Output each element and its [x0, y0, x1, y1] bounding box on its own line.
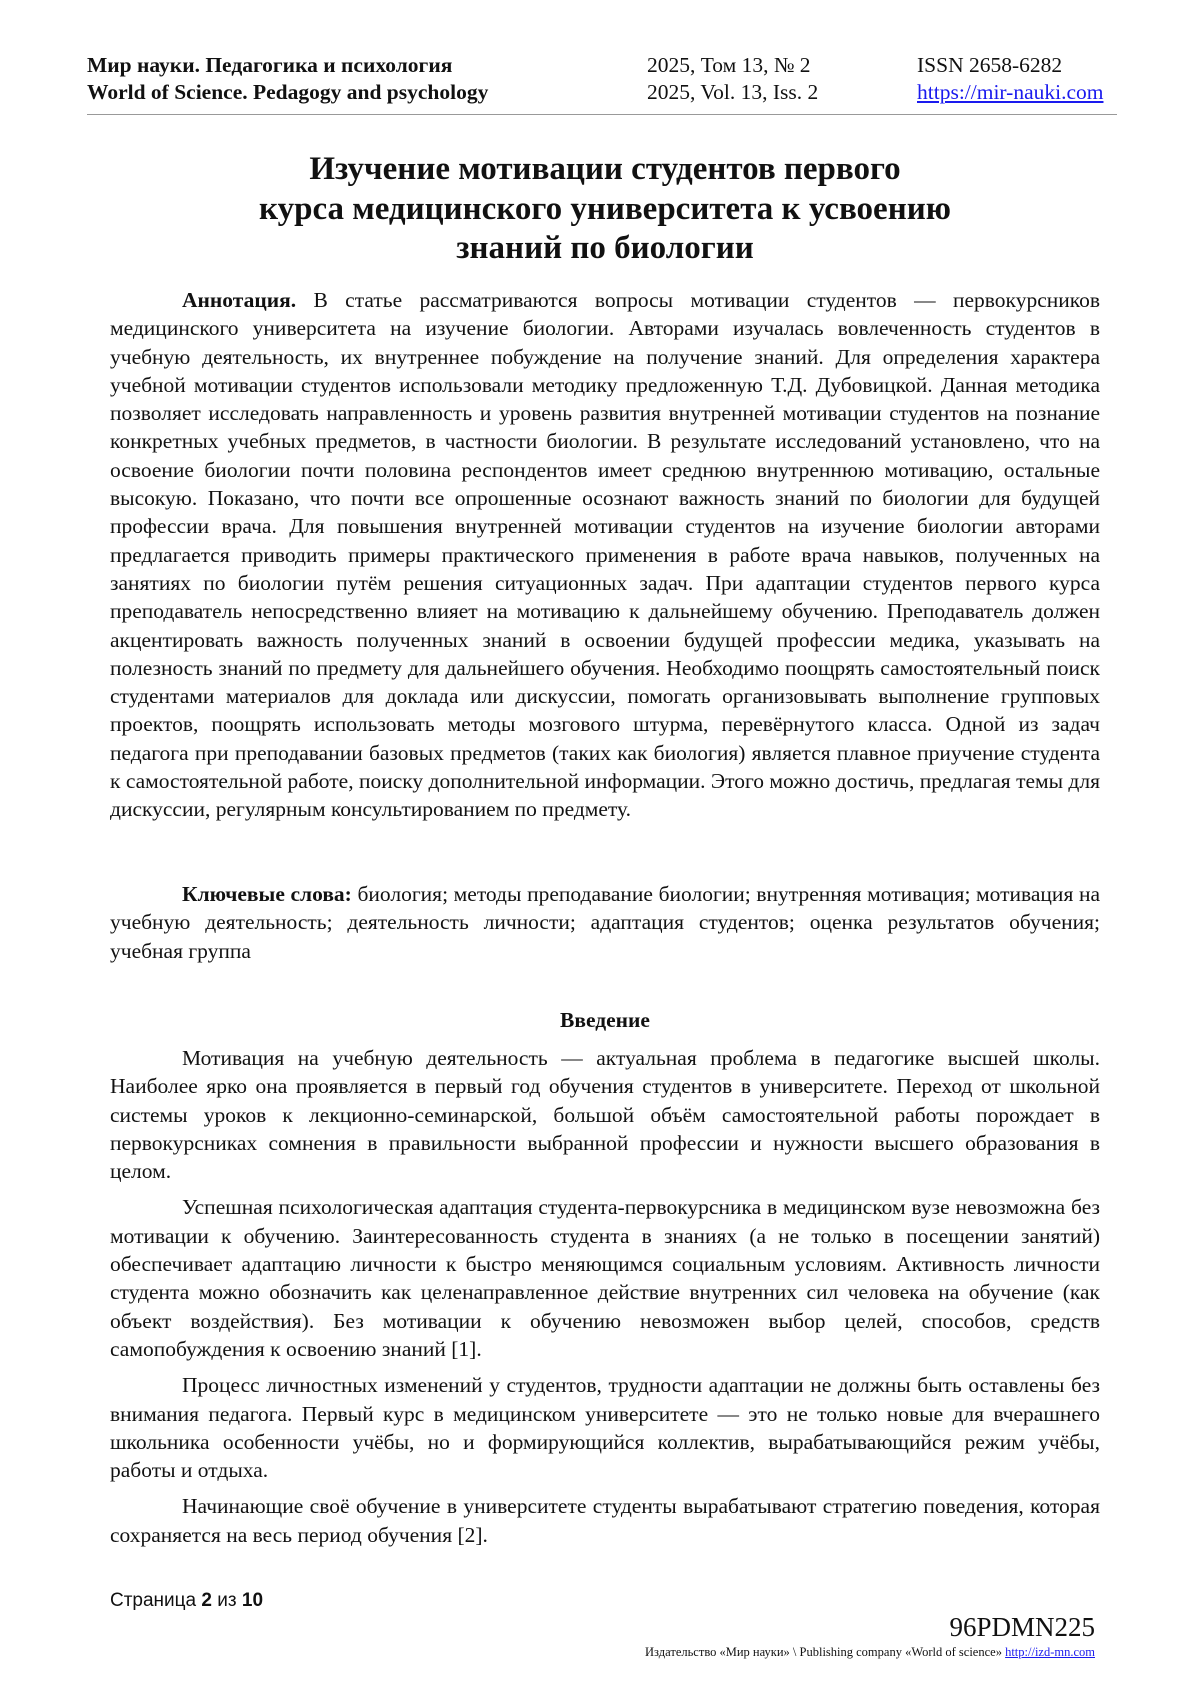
title-line-1: Изучение мотивации студентов первого	[309, 151, 901, 187]
keywords-text: биология; методы преподавание биологии; внутренняя мотивация; мотивация на учебную деятельность; деятельность личности; адаптация студентов; оценка результатов обучения; учебная группа	[110, 882, 1101, 963]
journal-name-en: World of Science. Pedagogy and psychology	[87, 80, 489, 104]
keywords	[110, 880, 1100, 965]
title-line-3: знаний по биологии	[456, 230, 754, 266]
intro-paragraph: Мотивация на учебную деятельность — актуальная проблема в педагогике высшей школы. Наиболее ярко она проявляется в первый год обучения студентов в университете. Переход от школьной системы уроков к лекционно-семинарской, большой объём самостоятельной работы порождает в первокурсниках сомнения в правильности выбранной профессии и нужности высшего образования в целом.	[110, 1046, 1100, 1184]
title-line-2: курса медицинского университета к усвоению	[259, 190, 951, 227]
article-code: 96PDMN225	[949, 1612, 1095, 1642]
intro-paragraph: Начинающие своё обучение в университете студенты вырабатывают стратегию поведения, которая сохраняется на весь период обучения [2].	[110, 1494, 1100, 1547]
issue-ru: 2025, Том 13, № 2	[647, 53, 811, 77]
page-counter	[110, 1590, 263, 1612]
journal-header	[87, 52, 1117, 115]
journal-url-link[interactable]: https://mir-nauki.com	[917, 80, 1104, 104]
page-word: Страница	[110, 1590, 197, 1611]
publisher-line	[645, 1645, 1095, 1660]
journal-ids	[917, 52, 1103, 106]
intro-heading: Введение	[560, 1008, 650, 1032]
page-total: 10	[241, 1590, 264, 1611]
journal-issue	[647, 52, 818, 106]
publisher-url-link[interactable]: http://izd-mn.com	[1005, 1645, 1095, 1659]
issue-en: 2025, Vol. 13, Iss. 2	[647, 80, 819, 104]
page-number: 2	[201, 1590, 212, 1611]
intro-paragraph: Процесс личностных изменений у студентов, трудности адаптации не должны быть оставлены без внимания педагога. Первый курс в медицинском университете — это не только новые для вчерашнего школьника особенности учёбы, но и формирующийся коллектив, вырабатывающийся режим учёбы, работы и отдыха.	[110, 1373, 1100, 1483]
introduction	[110, 1044, 1100, 1557]
publisher-name: Издательство «Мир науки» \ Publishing company «World of science»	[645, 1645, 1002, 1659]
abstract-label: Аннотация.	[182, 288, 297, 312]
section-heading	[110, 1008, 1100, 1033]
article-title	[110, 150, 1100, 269]
intro-paragraph: Успешная психологическая адаптация студента-первокурсника в медицинском вузе невозможна без мотивации к обучению. Заинтересованность студента в знаниях (а не только в посещении занятий) обеспечивает адаптацию личности к быстро меняющимся социальным условиям. Активность личности студента можно обозначить как целенаправленное действие внутренних сил человека на обучение (как объект воздействия). Без мотивации к обучению невозможен выбор целей, способов, средств самопобуждения к освоению знаний [1].	[110, 1195, 1100, 1361]
journal-name	[87, 52, 488, 106]
of-word: из	[217, 1590, 237, 1611]
keywords-label: Ключевые слова:	[182, 882, 352, 906]
abstract-text: В статье рассматриваются вопросы мотивации студентов — первокурсников медицинского университета на изучение биологии. Авторами изучалась вовлеченность студентов в учебную деятельность, их внутреннее побуждение на получение знаний. Для определения характера учебной мотивации студентов использовали методику предложенную Т.Д. Дубовицкой. Данная методика позволяет исследовать направленность и уровень развития внутренней мотивации студентов на познание конкретных учебных предметов, в частности биологии. В результате исследований установлено, что на освоение биологии почти половина респондентов имеет среднюю внутреннюю мотивацию, остальные высокую. Показано, что почти все опрошенные осознают важность знаний по биологии для будущей профессии врача. Для повышения внутренней мотивации студентов на изучение биологии авторами предлагается приводить примеры практического применения в работе врача навыков, полученных на занятиях по биологии путём решения ситуационных задач. При адаптации студентов первого курса преподаватель непосредственно влияет на мотивацию к дальнейшему обучению. Преподаватель должен акцентировать важность полученных знаний в освоении будущей профессии медика, указывать на полезность знаний по предмету для дальнейшего обучения. Необходимо поощрять самостоятельный поиск студентами материалов для доклада или дискуссии, помогать организовывать выполнение групповых проектов, поощрять использовать методы мозгового штурма, перевёрнутого класса. Одной из задач педагога при преподавании базовых предметов (таких как биология) является плавное приучение студента к самостоятельной работе, поиску дополнительной информации. Этого можно достичь, предлагая темы для дискуссии, регулярным консультированием по предмету.	[110, 288, 1101, 822]
journal-name-ru: Мир науки. Педагогика и психология	[87, 53, 453, 77]
issn: ISSN 2658-6282	[917, 53, 1063, 77]
abstract	[110, 286, 1100, 824]
